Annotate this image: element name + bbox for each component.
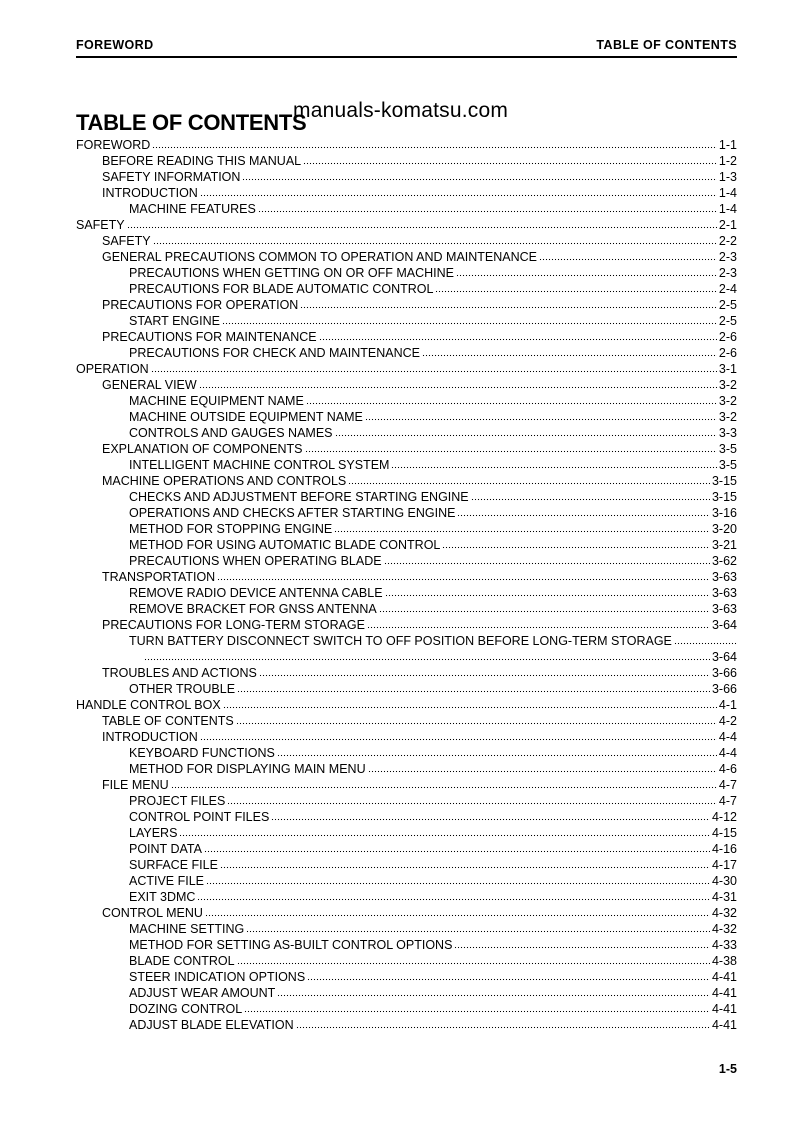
toc-entry[interactable] — [76, 1017, 737, 1033]
toc-leader-dots — [305, 441, 717, 453]
toc-entry[interactable] — [76, 617, 737, 633]
toc-entry[interactable] — [76, 361, 737, 377]
toc-entry-page: 4-30 — [711, 874, 737, 888]
toc-entry[interactable] — [76, 425, 737, 441]
toc-leader-dots — [454, 937, 710, 949]
toc-entry-page: 3-21 — [711, 538, 737, 552]
toc-entry[interactable] — [76, 857, 737, 873]
toc-entry-title: SAFETY — [76, 218, 125, 232]
toc-entry[interactable] — [76, 809, 737, 825]
toc-entry-page: 3-5 — [718, 458, 737, 472]
toc-entry-title: ADJUST WEAR AMOUNT — [129, 986, 276, 1000]
toc-entry[interactable] — [76, 681, 737, 697]
toc-entry[interactable] — [76, 489, 737, 505]
toc-entry-title: MACHINE EQUIPMENT NAME — [129, 394, 304, 408]
toc-entry-page: 3-2 — [718, 378, 737, 392]
toc-entry-page: 2-3 — [718, 250, 737, 264]
toc-leader-dots — [277, 985, 710, 997]
toc-entry-title: FILE MENU — [102, 778, 169, 792]
toc-entry-title: PROJECT FILES — [129, 794, 226, 808]
toc-entry-page: 4-41 — [711, 1002, 737, 1016]
toc-entry-page: 2-2 — [718, 234, 737, 248]
toc-entry-page: 3-20 — [711, 522, 737, 536]
toc-entry-page: 4-31 — [711, 890, 737, 904]
toc-entry[interactable] — [76, 889, 737, 905]
toc-entry[interactable] — [76, 729, 737, 745]
toc-entry-title: ACTIVE FILE — [129, 874, 205, 888]
toc-leader-dots — [277, 745, 717, 757]
toc-entry-title: MACHINE OUTSIDE EQUIPMENT NAME — [129, 410, 363, 424]
toc-leader-dots — [379, 601, 710, 613]
toc-entry-title: GENERAL PRECAUTIONS COMMON TO OPERATION AND MAINTENANCE — [102, 250, 538, 264]
toc-entry[interactable] — [76, 537, 737, 553]
toc-entry-page: 1-3 — [718, 170, 737, 184]
toc-leader-dots — [457, 505, 710, 517]
toc-leader-dots — [171, 777, 717, 789]
toc-entry-title: TRANSPORTATION — [102, 570, 216, 584]
toc-entry[interactable] — [76, 201, 737, 217]
toc-leader-dots — [206, 873, 710, 885]
page-header — [76, 38, 737, 58]
toc-entry-page: 3-2 — [718, 394, 737, 408]
toc-entry[interactable] — [76, 841, 737, 857]
toc-entry-title: POINT DATA — [129, 842, 202, 856]
toc-leader-dots — [220, 857, 710, 869]
toc-entry-title: MACHINE SETTING — [129, 922, 245, 936]
toc-entry[interactable] — [76, 217, 737, 233]
toc-leader-dots — [471, 489, 710, 501]
toc-leader-dots — [222, 313, 717, 325]
toc-entry[interactable] — [76, 409, 737, 425]
toc-entry-page: 4-15 — [711, 826, 737, 840]
toc-entry[interactable] — [76, 505, 737, 521]
toc-leader-dots — [348, 473, 710, 485]
toc-entry-title: REMOVE BRACKET FOR GNSS ANTENNA — [129, 602, 377, 616]
toc-leader-dots — [197, 889, 710, 901]
watermark-text: manuals-komatsu.com — [293, 99, 509, 122]
toc-entry[interactable] — [76, 777, 737, 793]
toc-entry-page: 4-2 — [718, 714, 737, 728]
toc-entry[interactable] — [76, 313, 737, 329]
toc-entry-title: HANDLE CONTROL BOX — [76, 698, 221, 712]
toc-entry-page: 3-16 — [711, 506, 737, 520]
toc-leader-dots — [539, 249, 717, 261]
toc-entry[interactable] — [76, 377, 737, 393]
toc-entry[interactable] — [76, 169, 737, 185]
toc-entry[interactable] — [76, 441, 737, 457]
toc-entry-page: 4-7 — [718, 778, 737, 792]
toc-entry-page: 3-1 — [718, 362, 737, 376]
toc-entry-title: REMOVE RADIO DEVICE ANTENNA CABLE — [129, 586, 383, 600]
toc-entry-page: 2-1 — [718, 218, 737, 232]
page-number: 1-5 — [718, 1062, 737, 1076]
toc-entry-title: BLADE CONTROL — [129, 954, 235, 968]
toc-entry-title: LAYERS — [129, 826, 178, 840]
toc-entry[interactable] — [76, 569, 737, 585]
toc-entry-page: 3-63 — [711, 586, 737, 600]
page-title: TABLE OF CONTENTS — [76, 110, 307, 135]
toc-entry-page: 4-4 — [718, 746, 737, 760]
toc-entry-title: INTELLIGENT MACHINE CONTROL SYSTEM — [129, 458, 390, 472]
toc-entry[interactable] — [76, 665, 737, 681]
toc-leader-dots — [422, 345, 717, 357]
toc-entry-page: 2-3 — [718, 266, 737, 280]
toc-entry-title: INTRODUCTION — [102, 186, 198, 200]
toc-entry-page: 4-32 — [711, 922, 737, 936]
toc-entry[interactable] — [76, 969, 737, 985]
toc-leader-dots — [204, 841, 710, 853]
toc-entry-title: ADJUST BLADE ELEVATION — [129, 1018, 294, 1032]
toc-leader-dots — [151, 361, 717, 373]
toc-entry-page: 3-64 — [711, 650, 737, 664]
toc-leader-dots — [237, 681, 710, 693]
toc-entry-title: PRECAUTIONS FOR OPERATION — [102, 298, 299, 312]
toc-leader-dots — [384, 553, 710, 565]
toc-entry[interactable] — [76, 1001, 737, 1017]
toc-entry[interactable] — [76, 761, 737, 777]
toc-entry[interactable] — [76, 633, 737, 649]
toc-leader-dots — [200, 729, 717, 741]
toc-entry-page: 4-4 — [718, 730, 737, 744]
toc-entry-title: TABLE OF CONTENTS — [102, 714, 234, 728]
toc-leader-dots — [200, 185, 717, 197]
toc-leader-dots — [296, 1017, 710, 1029]
toc-entry-page: 4-7 — [718, 794, 737, 808]
toc-leader-dots — [435, 281, 716, 293]
toc-leader-dots — [391, 457, 716, 469]
toc-entry-title: GENERAL VIEW — [102, 378, 197, 392]
toc-leader-dots — [319, 329, 717, 341]
toc-leader-dots — [179, 825, 710, 837]
toc-entry-title: PRECAUTIONS FOR MAINTENANCE — [102, 330, 317, 344]
toc-entry-title: INTRODUCTION — [102, 730, 198, 744]
toc-entry-page: 1-2 — [718, 154, 737, 168]
toc-entry-page: 4-16 — [711, 842, 737, 856]
toc-entry-page: 2-6 — [718, 346, 737, 360]
toc-leader-dots — [244, 1001, 710, 1013]
toc-entry-title: CONTROL MENU — [102, 906, 203, 920]
toc-entry-title: MACHINE FEATURES — [129, 202, 256, 216]
toc-entry[interactable] — [76, 985, 737, 1001]
toc-entry-page: 4-41 — [711, 986, 737, 1000]
toc-entry[interactable] — [76, 937, 737, 953]
toc-leader-dots — [258, 201, 717, 213]
toc-entry-page: 1-4 — [718, 186, 737, 200]
toc-entry-page: 3-3 — [718, 426, 737, 440]
toc-leader-dots — [242, 169, 716, 181]
toc-entry-title: TURN BATTERY DISCONNECT SWITCH TO OFF POSITION BEFORE LONG-TERM STORAGE — [129, 634, 672, 648]
toc-entry-title: EXPLANATION OF COMPONENTS — [102, 442, 303, 456]
toc-leader-dots — [153, 233, 717, 245]
toc-leader-dots — [199, 377, 717, 389]
toc-entry-page: 3-15 — [711, 474, 737, 488]
toc-entry[interactable] — [76, 921, 737, 937]
toc-entry-title: OTHER TROUBLE — [129, 682, 236, 696]
toc-leader-dots — [236, 713, 717, 725]
toc-leader-dots — [456, 265, 717, 277]
toc-entry-title: METHOD FOR DISPLAYING MAIN MENU — [129, 762, 366, 776]
toc-entry[interactable] — [76, 553, 737, 569]
toc-entry-title: METHOD FOR SETTING AS-BUILT CONTROL OPTIONS — [129, 938, 453, 952]
toc-entry-title: METHOD FOR USING AUTOMATIC BLADE CONTROL — [129, 538, 441, 552]
toc-entry-page: 4-32 — [711, 906, 737, 920]
toc-leader-dots — [259, 665, 710, 677]
toc-entry-title: EXIT 3DMC — [129, 890, 196, 904]
toc-entry-title: TROUBLES AND ACTIONS — [102, 666, 257, 680]
toc-leader-dots — [334, 521, 710, 533]
toc-entry-page: 2-4 — [718, 282, 737, 296]
toc-leader-dots — [217, 569, 710, 581]
toc-entry[interactable] — [76, 249, 737, 265]
toc-entry-page: 3-15 — [711, 490, 737, 504]
toc-entry-page: 3-62 — [711, 554, 737, 568]
table-of-contents — [76, 137, 737, 1033]
toc-leader-dots — [237, 953, 710, 965]
toc-leader-dots — [205, 905, 710, 917]
toc-entry-title: STEER INDICATION OPTIONS — [129, 970, 306, 984]
toc-entry-continuation[interactable] — [76, 649, 737, 665]
toc-entry-title: SAFETY INFORMATION — [102, 170, 241, 184]
toc-entry-page: 3-66 — [711, 682, 737, 696]
toc-entry[interactable] — [76, 521, 737, 537]
toc-entry-title: KEYBOARD FUNCTIONS — [129, 746, 275, 760]
toc-entry-title: PRECAUTIONS WHEN GETTING ON OR OFF MACHINE — [129, 266, 455, 280]
toc-entry-page: 3-64 — [711, 618, 737, 632]
toc-entry-page: 4-41 — [711, 1018, 737, 1032]
toc-leader-dots — [300, 297, 717, 309]
toc-entry[interactable] — [76, 185, 737, 201]
toc-entry-page: 2-5 — [718, 298, 737, 312]
toc-entry[interactable] — [76, 697, 737, 713]
toc-entry-page: 4-17 — [711, 858, 737, 872]
toc-entry-title: OPERATION — [76, 362, 149, 376]
toc-leader-dots — [306, 393, 717, 405]
toc-entry-title: SURFACE FILE — [129, 858, 218, 872]
toc-entry[interactable] — [76, 153, 737, 169]
toc-entry-title: MACHINE OPERATIONS AND CONTROLS — [102, 474, 347, 488]
toc-leader-dots — [223, 697, 717, 709]
header-section-label: FOREWORD — [76, 38, 154, 52]
toc-leader-dots — [335, 425, 717, 437]
toc-leader-dots — [303, 153, 717, 165]
toc-entry-title: PRECAUTIONS FOR CHECK AND MAINTENANCE — [129, 346, 421, 360]
toc-entry[interactable] — [76, 457, 737, 473]
toc-entry-title: OPERATIONS AND CHECKS AFTER STARTING ENGINE — [129, 506, 456, 520]
toc-entry-title: CHECKS AND ADJUSTMENT BEFORE STARTING ENGINE — [129, 490, 469, 504]
toc-entry[interactable] — [76, 473, 737, 489]
toc-leader-dots — [385, 585, 710, 597]
toc-entry[interactable] — [76, 345, 737, 361]
toc-entry-page: 4-1 — [718, 698, 737, 712]
toc-entry-title: START ENGINE — [129, 314, 220, 328]
toc-entry-title: PRECAUTIONS FOR BLADE AUTOMATIC CONTROL — [129, 282, 434, 296]
toc-entry[interactable] — [76, 329, 737, 345]
toc-entry[interactable] — [76, 601, 737, 617]
toc-entry[interactable] — [76, 793, 737, 809]
toc-entry[interactable] — [76, 953, 737, 969]
toc-entry-title: SAFETY — [102, 234, 151, 248]
toc-entry-title: CONTROL POINT FILES — [129, 810, 270, 824]
toc-entry-page: 4-38 — [711, 954, 737, 968]
toc-entry[interactable] — [76, 233, 737, 249]
toc-entry-page: 3-66 — [711, 666, 737, 680]
toc-entry[interactable] — [76, 265, 737, 281]
toc-entry[interactable] — [76, 905, 737, 921]
toc-entry-page: 3-2 — [718, 410, 737, 424]
toc-leader-dots — [674, 633, 737, 645]
toc-entry-title: PRECAUTIONS FOR LONG-TERM STORAGE — [102, 618, 365, 632]
toc-entry-page: 3-63 — [711, 602, 737, 616]
toc-leader-dots — [365, 409, 717, 421]
toc-leader-dots — [368, 761, 717, 773]
toc-entry-title: PRECAUTIONS WHEN OPERATING BLADE — [129, 554, 382, 568]
toc-entry-page: 1-4 — [718, 202, 737, 216]
toc-entry-page: 4-33 — [711, 938, 737, 952]
toc-leader-dots — [307, 969, 710, 981]
toc-entry-page: 2-6 — [718, 330, 737, 344]
toc-leader-dots — [227, 793, 717, 805]
toc-entry[interactable] — [76, 745, 737, 761]
toc-entry[interactable] — [76, 585, 737, 601]
toc-leader-dots — [246, 921, 710, 933]
toc-entry-page: 4-12 — [711, 810, 737, 824]
toc-leader-dots — [271, 809, 710, 821]
toc-entry-title: CONTROLS AND GAUGES NAMES — [129, 426, 333, 440]
toc-leader-dots — [442, 537, 710, 549]
toc-entry-page: 2-5 — [718, 314, 737, 328]
toc-entry-title: METHOD FOR STOPPING ENGINE — [129, 522, 333, 536]
toc-leader-dots — [367, 617, 710, 629]
toc-entry[interactable] — [76, 297, 737, 313]
toc-entry[interactable] — [76, 393, 737, 409]
toc-entry[interactable] — [76, 825, 737, 841]
toc-entry-page: 4-6 — [718, 762, 737, 776]
header-chapter-label: TABLE OF CONTENTS — [596, 38, 737, 52]
toc-leader-dots — [127, 217, 717, 229]
toc-entry-page: 1-1 — [718, 138, 737, 152]
toc-entry-title: DOZING CONTROL — [129, 1002, 243, 1016]
toc-entry[interactable] — [76, 137, 737, 153]
toc-entry-page: 4-41 — [711, 970, 737, 984]
toc-entry-page: 3-63 — [711, 570, 737, 584]
toc-entry-page: 3-5 — [718, 442, 737, 456]
toc-leader-dots — [144, 649, 710, 661]
toc-entry-title: FOREWORD — [76, 138, 151, 152]
toc-leader-dots — [152, 137, 717, 149]
toc-entry[interactable] — [76, 713, 737, 729]
toc-entry[interactable] — [76, 873, 737, 889]
toc-entry-title: BEFORE READING THIS MANUAL — [102, 154, 302, 168]
toc-entry[interactable] — [76, 281, 737, 297]
